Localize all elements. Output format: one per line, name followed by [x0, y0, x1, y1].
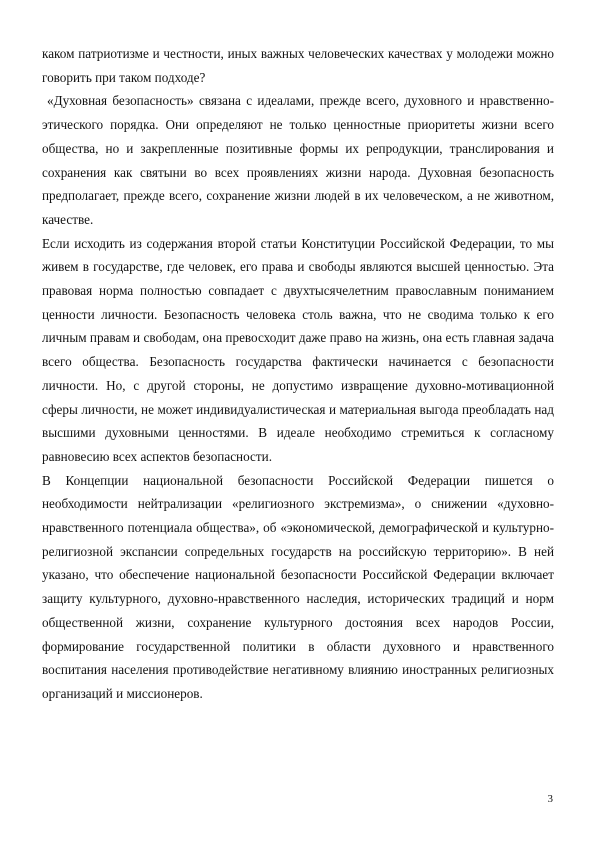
page-number: 3	[547, 793, 553, 805]
paragraph-security-concept: В Концепции национальной безопасности Российской Федерации пишется о необходимости нейтрализации «религиозного экстремизма», о снижении «духовно-нравственного потенциала общества», об «экономической, демографической и культурно-религиозной экспансии сопредельных государств на российскую территорию». В ней указано, что обеспечение национальной безопасности Российской Федерации включает защиту культурного, духовно-нравственного наследия, исторических традиций и норм общественной жизни, сохранение культурного достояния всех народов России, формирование государственной политики в области духовного и нравственного воспитания населения противодействие негативному влиянию иностранных религиозных организаций и миссионеров.	[42, 472, 554, 701]
paragraph-continuation: каком патриотизме и честности, иных важных человеческих качествах у молодежи можно говорить при таком подходе?	[42, 46, 554, 85]
body-text	[42, 42, 554, 706]
paragraph-spiritual-security: «Духовная безопасность» связана с идеалами, прежде всего, духовного и нравственно-этического порядка. Они определяют не только ценностные приоритеты жизни всего общества, но и закрепленные позитивные формы их репродукции, транслирования и сохранения как святыни во всех проявлениях жизни народа. Духовная безопасность предполагает, прежде всего, сохранение жизни людей в их человеческом, а не животном, качестве.	[42, 93, 554, 227]
paragraph-constitution: Если исходить из содержания второй статьи Конституции Российской Федерации, то мы живем в государстве, где человек, его права и свободы являются высшей ценностью. Эта правовая норма полностью совпадает с двухтысячелетним православным пониманием ценности личности. Безопасность человека столь важна, что не сводима только к его личным правам и свободам, она превосходит даже право на жизнь, она есть главная задача всего общества. Безопасность государства фактически начинается с безопасности личности. Но, с другой стороны, не допустимо извращение духовно-мотивационной сферы личности, не может индивидуалистическая и материальная выгода преобладать над высшими духовными ценностями. В идеале необходимо стремиться к согласному равновесию всех аспектов безопасности.	[42, 235, 554, 464]
